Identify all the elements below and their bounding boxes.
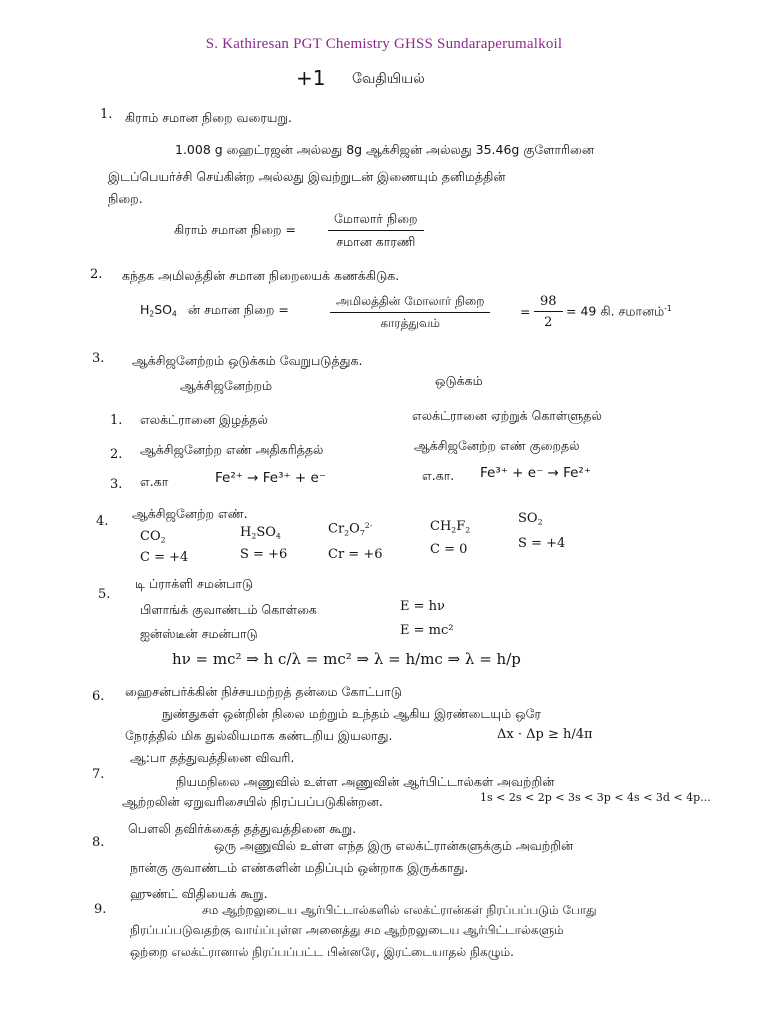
q3-row1-reduction: எலக்ட்ரானை ஏற்றுக் கொள்ளுதல் xyxy=(412,408,602,423)
q1-formula-lhs: கிராம் சமான நிறை = xyxy=(174,222,297,237)
q8-question: பௌலி தவிர்க்கைத் தத்துவத்தினை கூறு. xyxy=(128,821,357,836)
q2-number: 2. xyxy=(90,267,103,282)
q4-question: ஆக்சிஜனேற்ற எண். xyxy=(132,506,248,521)
q3-number: 3. xyxy=(92,351,105,366)
q9-line3: ஒற்றை எலக்ட்ரானால் நிரப்பப்பட்ட பின்னரே, இரட்டையாதல் நிகழும். xyxy=(130,945,514,959)
q1-line2: இடப்பெயர்ச்சி செய்கின்ற அல்லது இவற்றுடன் இணையும் தனிமத்தின் xyxy=(108,169,506,184)
q3-col2-heading: ஒடுக்கம் xyxy=(435,373,483,388)
q4-formula-ch2f2: $CH_2F_2$ xyxy=(430,519,471,535)
q3-question: ஆக்சிஜனேற்றம் ஒடுக்கம் வேறுபடுத்துக. xyxy=(132,353,363,368)
q5-planck-label: பிளாங்க் குவாண்டம் கொள்கை xyxy=(140,602,317,617)
q4-value-s6: S = +6 xyxy=(240,547,288,562)
q3-row3-oxidation-label: எ.கா xyxy=(140,474,169,489)
q9-line2: நிரப்பப்படுவதற்கு வாய்ப்புள்ள அனைத்து சம ஆற்றலுடைய ஆர்பிட்டால்களும் xyxy=(130,923,564,937)
q6-formula: Δx · Δp ≥ h/4π xyxy=(497,727,593,742)
q2-fraction-denominator: காரத்துவம் xyxy=(380,316,440,330)
q6-number: 6. xyxy=(92,689,105,704)
q6-line2: நேரத்தில் மிக துல்லியமாக கண்டறிய இயலாது. xyxy=(125,728,393,743)
q9-line1: சம ஆற்றலுடைய ஆர்பிட்டால்களில் எலக்ட்ரான்கள் நிரப்பப்படும் போது xyxy=(202,903,597,917)
q7-sequence: 1s < 2s < 2p < 3s < 3p < 4s < 3d < 4p... xyxy=(480,791,711,804)
q4-value-cr: Cr = +6 xyxy=(328,547,383,562)
q9-number: 9. xyxy=(94,902,107,917)
q7-line1: நியமநிலை அணுவில் உள்ள அணுவின் ஆர்பிட்டால்கள் அவற்றின் xyxy=(176,774,555,789)
q2-compound: $H_2SO_4$ xyxy=(140,302,177,319)
q2-question: கந்தக அமிலத்தின் சமான நிறையைக் கணக்கிடுக. xyxy=(122,268,400,283)
q3-col1-heading: ஆக்சிஜனேற்றம் xyxy=(180,378,273,393)
q8-line2: நான்கு குவாண்டம் எண்களின் மதிப்பும் ஒன்றாக இருக்காது. xyxy=(130,860,469,875)
q5-number: 5. xyxy=(98,587,111,602)
q2-result: = 49 கி. சமானம்$^{-1}$ xyxy=(566,303,672,319)
q1-formula-fraction xyxy=(328,211,424,251)
q5-einstein-eq: E = mc² xyxy=(400,623,454,638)
q4-value-c0: C = 0 xyxy=(430,542,468,557)
q5-question: டி ப்ராக்ளி சமன்பாடு xyxy=(135,576,254,591)
q4-value-c: C = +4 xyxy=(140,550,189,565)
q5-derivation: hν = mc² ⇒ h c/λ = mc² ⇒ λ = h/mc ⇒ λ = h/p xyxy=(172,650,521,668)
q2-value-fraction xyxy=(534,294,563,330)
q6-line1: நுண்துகள் ஒன்றின் நிலை மற்றும் உந்தம் ஆகிய இரண்டையும் ஒரே xyxy=(162,706,541,721)
q3-row2-oxidation: ஆக்சிஜனேற்ற எண் அதிகரித்தல் xyxy=(140,442,324,457)
q5-einstein-label: ஐன்ஸ்டீன் சமன்பாடு xyxy=(140,626,258,641)
q7-question: ஆ:பா தத்துவத்தினை விவரி. xyxy=(130,750,295,765)
q2-fraction xyxy=(330,294,490,332)
q4-value-s4: S = +4 xyxy=(518,536,566,551)
q1-formula-denominator: சமான காரணி xyxy=(336,234,416,249)
q3-row1-oxidation: எலக்ட்ரானை இழத்தல் xyxy=(140,412,268,427)
q2-equals: = xyxy=(520,304,531,319)
q3-row2-number: 2. xyxy=(110,447,123,462)
q1-line3: நிறை. xyxy=(108,191,143,206)
subject-label: வேதியியல் xyxy=(352,71,425,87)
class-label: +1 xyxy=(296,66,326,90)
q7-number: 7. xyxy=(92,767,105,782)
q4-number: 4. xyxy=(96,514,109,529)
q8-line1: ஒரு அணுவில் உள்ள எந்த இரு எலக்ட்ரான்களுக்கும் அவற்றின் xyxy=(214,838,574,853)
q3-ex-oxidation: Fe²⁺ → Fe³⁺ + e⁻ xyxy=(215,470,326,486)
q6-question: ஹைசன்பர்க்கின் நிச்சயமற்றத் தன்மை கோட்பாடு xyxy=(125,684,402,699)
q3-row2-reduction: ஆக்சிஜனேற்ற எண் குறைதல் xyxy=(414,438,580,453)
q4-formula-h2so4: $H_2SO_4$ xyxy=(240,525,281,541)
q9-question: ஹுண்ட் விதியைக் கூறு. xyxy=(130,886,268,901)
q1-question: கிராம் சமான நிறை வரையறு. xyxy=(125,110,292,125)
q4-formula-so2: $SO_2$ xyxy=(518,511,543,527)
q3-row1-number: 1. xyxy=(110,413,123,428)
q1-number: 1. xyxy=(100,107,113,122)
q1-line1: 1.008 g ஹைட்ரஜன் அல்லது 8g ஆக்சிஜன் அல்லது 35.46g குளோரினை xyxy=(175,142,594,157)
q2-value-numerator: 98 xyxy=(534,294,563,312)
q2-value-denominator: 2 xyxy=(544,315,553,330)
q3-row3-reduction-label: எ.கா. xyxy=(422,468,455,483)
q2-lhs-text: ன் சமான நிறை = xyxy=(188,302,289,317)
q3-ex-reduction: Fe³⁺ + e⁻ → Fe²⁺ xyxy=(480,465,591,481)
q1-formula-numerator: மோலார் நிறை xyxy=(328,211,424,231)
q2-fraction-numerator: அமிலத்தின் மோலார் நிறை xyxy=(330,294,490,313)
q4-formula-co2: $CO_2$ xyxy=(140,529,166,545)
q3-row3-number: 3. xyxy=(110,477,123,492)
q7-line2: ஆற்றலின் ஏறுவரிசையில் நிரப்பப்படுகின்றன. xyxy=(122,794,383,809)
q4-formula-cr2o7: $Cr_2O_7^{2-}$ xyxy=(328,521,373,538)
header-title: S. Kathiresan PGT Chemistry GHSS Sundaraperumalkoil xyxy=(205,36,563,52)
q5-planck-eq: E = hν xyxy=(400,599,445,614)
q8-number: 8. xyxy=(92,835,105,850)
